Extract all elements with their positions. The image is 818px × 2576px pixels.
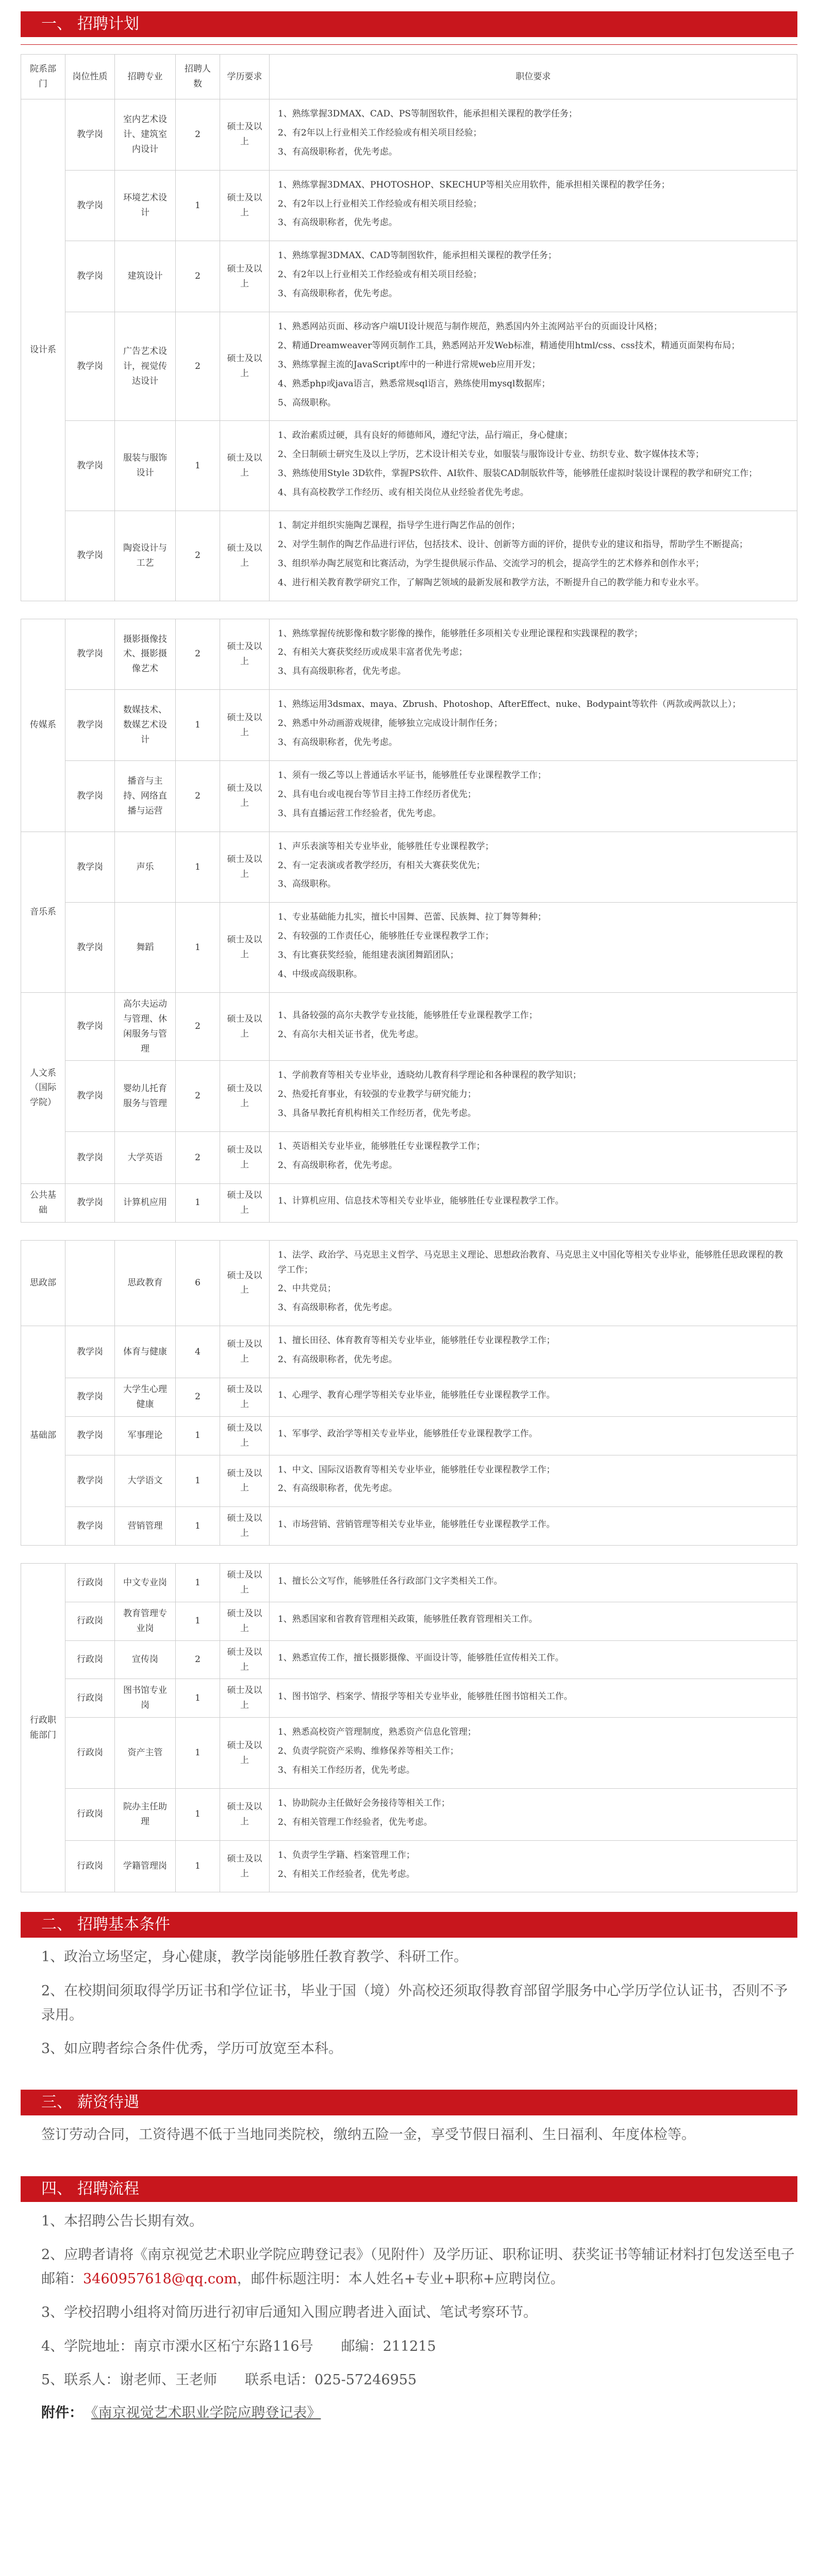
table-row [21,1788,797,1840]
table-row [21,421,797,511]
edu-cell: 硕士及以上 [220,1183,270,1222]
requirement-line: 1、心理学、教育心理学等相关专业毕业，能够胜任专业课程教学工作。 [278,1390,555,1401]
process-item: 1、本招聘公告长期有效。 [41,2213,204,2229]
count-cell: 2 [176,619,220,690]
count-cell: 2 [176,992,220,1061]
edu-cell: 硕士及以上 [220,1240,270,1326]
type-cell: 教学岗 [65,1061,115,1132]
type-cell: 行政岗 [65,1840,115,1892]
separator-cell [21,1222,797,1240]
count-cell: 2 [176,241,220,312]
count-cell: 6 [176,1240,220,1326]
basic-conditions [21,1945,797,2061]
major-cell: 舞蹈 [115,903,176,993]
major-cell: 军事理论 [115,1416,176,1455]
table-row [21,1602,797,1640]
requirement-line: 1、具备较强的高尔夫教学专业技能，能够胜任专业课程教学工作； [278,1010,538,1021]
type-cell: 教学岗 [65,690,115,761]
requirements-cell [270,1602,797,1640]
header-edu: 学历要求 [220,55,270,99]
requirements-cell [270,1416,797,1455]
requirement-line: 1、英语相关专业毕业，能够胜任专业课程教学工作； [278,1141,485,1152]
type-cell: 行政岗 [65,1788,115,1840]
requirements-cell [270,1378,797,1416]
requirements-cell [270,690,797,761]
requirement-line: 5、高级职称。 [278,397,336,408]
table-row [21,832,797,903]
table-separator [21,1546,797,1564]
requirements-cell [270,170,797,241]
requirements-cell [270,903,797,993]
section-header-process: 四、 招聘流程 [21,2176,797,2202]
count-cell: 1 [176,1840,220,1892]
separator-cell [21,601,797,619]
requirement-line: 1、熟悉网站页面、移动客户端UI设计规范与制作规范，熟悉国内外主流网站平台的页面设计风格； [278,321,662,332]
edu-cell: 硕士及以上 [220,421,270,511]
count-cell: 2 [176,312,220,421]
type-cell: 行政岗 [65,1602,115,1640]
process-item: 2、应聘者请将《南京视觉艺术职业学院应聘登记表》（见附件）及学历证、职称证明、获奖证书等辅证材料打包发送至电子邮箱：3460957618@qq.com，邮件标题注明：本人姓名+专业+职称+应聘岗位。 [41,2246,795,2287]
type-cell: 教学岗 [65,1132,115,1184]
requirement-line: 2、具有电台或电视台等节目主持工作经历者优先； [278,789,476,800]
requirements-cell [270,511,797,601]
requirements-cell [270,1326,797,1378]
requirement-line: 1、协助院办主任做好会务接待等相关工作； [278,1798,450,1808]
type-cell: 教学岗 [65,1326,115,1378]
major-cell: 图书馆专业岗 [115,1679,176,1718]
dept-cell: 基础部 [21,1326,65,1546]
requirements-cell [270,1183,797,1222]
count-cell: 2 [176,1378,220,1416]
major-cell: 高尔夫运动与管理、休闲服务与管理 [115,992,176,1061]
dept-cell: 音乐系 [21,832,65,992]
table-row [21,1240,797,1326]
requirement-line: 3、组织举办陶艺展览和比赛活动，为学生提供展示作品、交流学习的机会，提高学生的艺术修养和创作水平； [278,558,704,569]
requirement-line: 1、市场营销、营销管理等相关专业毕业，能够胜任专业课程教学工作。 [278,1519,555,1530]
requirements-cell [270,1132,797,1184]
table-row [21,903,797,993]
requirement-line: 1、熟悉高校资产管理制度，熟悉资产信息化管理； [278,1727,476,1738]
table-row [21,1378,797,1416]
requirement-line: 3、有高级职称者，优先考虑。 [278,217,397,228]
basic-item: 3、如应聘者综合条件优秀，学历可放宽至本科。 [41,2041,343,2057]
major-cell: 学籍管理岗 [115,1840,176,1892]
type-cell: 行政岗 [65,1679,115,1718]
edu-cell: 硕士及以上 [220,1679,270,1718]
major-cell: 摄影摄像技术、摄影摄像艺术 [115,619,176,690]
count-cell: 1 [176,1183,220,1222]
table-row [21,1564,797,1602]
requirement-line: 2、精通Dreamweaver等网页制作工具，熟悉网站开发Web标准，精通使用html/css、css技术，精通页面架构布局； [278,340,740,351]
count-cell: 1 [176,1507,220,1546]
requirement-line: 2、有高级职称者，优先考虑。 [278,1354,397,1365]
type-cell: 教学岗 [65,170,115,241]
count-cell: 1 [176,1679,220,1718]
type-cell: 教学岗 [65,1378,115,1416]
table-header-row [21,55,797,99]
table-separator [21,601,797,619]
type-cell: 行政岗 [65,1718,115,1789]
edu-cell: 硕士及以上 [220,1718,270,1789]
edu-cell: 硕士及以上 [220,170,270,241]
requirement-line: 3、有高级职称者，优先考虑。 [278,1302,397,1313]
table-row [21,1640,797,1679]
requirement-line: 1、熟练运用3dsmax、maya、Zbrush、Photoshop、AfterEffect、nuke、Bodypaint等软件（两款或两款以上）； [278,699,741,710]
requirement-line: 1、熟练掌握3DMAX、CAD、PS等制图软件，能承担相关课程的教学任务； [278,109,578,119]
edu-cell: 硕士及以上 [220,619,270,690]
dept-cell: 人文系（国际学院） [21,992,65,1183]
section-header-pay: 三、 薪资待遇 [21,2090,797,2115]
table-row [21,511,797,601]
table-row [21,1183,797,1222]
requirement-line: 1、图书馆学、档案学、情报学等相关专业毕业，能够胜任图书馆相关工作。 [278,1691,573,1702]
type-cell: 教学岗 [65,1507,115,1546]
requirement-line: 1、政治素质过硬，具有良好的师德师风，遵纪守法，品行端正，身心健康； [278,430,573,441]
edu-cell: 硕士及以上 [220,1416,270,1455]
table-row [21,312,797,421]
recruitment-table [21,54,797,1892]
edu-cell: 硕士及以上 [220,312,270,421]
count-cell: 1 [176,1718,220,1789]
table-row [21,1455,797,1507]
major-cell: 宣传岗 [115,1640,176,1679]
requirement-line: 1、熟练掌握3DMAX、CAD等制图软件，能承担相关课程的教学任务； [278,250,557,261]
count-cell: 1 [176,1455,220,1507]
count-cell: 1 [176,1602,220,1640]
requirement-line: 4、中级或高级职称。 [278,969,362,979]
email-link[interactable]: 3460957618@qq.com [83,2271,237,2287]
major-cell: 计算机应用 [115,1183,176,1222]
type-cell: 教学岗 [65,619,115,690]
edu-cell: 硕士及以上 [220,1788,270,1840]
requirement-line: 1、熟悉国家和省教育管理相关政策，能够胜任教育管理相关工作。 [278,1614,538,1625]
requirements-cell [270,99,797,171]
requirements-cell [270,832,797,903]
requirements-cell [270,1507,797,1546]
requirement-line: 2、有2年以上行业相关工作经验或有相关项目经验； [278,269,482,280]
table-row [21,992,797,1061]
header-type: 岗位性质 [65,55,115,99]
count-cell: 1 [176,1564,220,1602]
edu-cell: 硕士及以上 [220,1326,270,1378]
type-cell: 教学岗 [65,312,115,421]
table-body [21,99,797,1892]
requirement-line: 3、具有高级职称者，优先考虑。 [278,666,406,677]
divider [21,44,797,45]
process-item: 4、学院地址：南京市溧水区柘宁东路116号 邮编：211215 [41,2338,436,2354]
count-cell: 2 [176,511,220,601]
header-req: 职位要求 [270,55,797,99]
requirements-cell [270,1564,797,1602]
major-cell: 思政教育 [115,1240,176,1326]
process-item: 5、联系人：谢老师、王老师 联系电话：025-57246955 [41,2371,417,2388]
section-header-basic: 二、 招聘基本条件 [21,1912,797,1938]
requirement-line: 1、军事学、政治学等相关专业毕业，能够胜任专业课程教学工作。 [278,1429,538,1439]
count-cell: 2 [176,760,220,832]
table-row [21,1132,797,1184]
edu-cell: 硕士及以上 [220,1378,270,1416]
edu-cell: 硕士及以上 [220,1132,270,1184]
major-cell: 院办主任助理 [115,1788,176,1840]
edu-cell: 硕士及以上 [220,1564,270,1602]
type-cell: 行政岗 [65,1564,115,1602]
count-cell: 1 [176,832,220,903]
major-cell: 建筑设计 [115,241,176,312]
requirement-line: 4、具有高校教学工作经历、或有相关岗位从业经验者优先考虑。 [278,487,529,498]
requirement-line: 1、法学、政治学、马克思主义哲学、马克思主义理论、思想政治教育、马克思主义中国化等相关专业毕业，能够胜任思政课程的教学工作； [278,1249,783,1275]
table-row [21,241,797,312]
major-cell: 教育管理专业岗 [115,1602,176,1640]
table-row [21,690,797,761]
requirement-line: 1、熟练掌握3DMAX、PHOTOSHOP、SKECHUP等相关应用软件，能承担相关课程的教学任务； [278,179,670,190]
major-cell: 资产主管 [115,1718,176,1789]
table-row [21,619,797,690]
major-cell: 环境艺术设计 [115,170,176,241]
major-cell: 大学英语 [115,1132,176,1184]
requirement-line: 1、擅长田径、体育教育等相关专业毕业，能够胜任专业课程教学工作； [278,1335,555,1346]
major-cell: 服装与服饰设计 [115,421,176,511]
dept-cell: 行政职能部门 [21,1564,65,1892]
type-cell: 教学岗 [65,511,115,601]
count-cell: 1 [176,421,220,511]
requirements-cell [270,1840,797,1892]
requirements-cell [270,241,797,312]
requirement-line: 2、热爱托育事业，有较强的专业教学与研究能力； [278,1089,476,1100]
type-cell: 教学岗 [65,1416,115,1455]
type-cell: 教学岗 [65,760,115,832]
table-row [21,1061,797,1132]
type-cell: 行政岗 [65,1640,115,1679]
requirement-line: 1、计算机应用、信息技术等相关专业毕业，能够胜任专业课程教学工作。 [278,1196,564,1207]
requirements-cell [270,1679,797,1718]
edu-cell: 硕士及以上 [220,832,270,903]
table-row [21,1326,797,1378]
table-row [21,1718,797,1789]
major-cell: 广告艺术设计，视觉传达设计 [115,312,176,421]
edu-cell: 硕士及以上 [220,992,270,1061]
requirement-line: 2、有高级职称者，优先考虑。 [278,1160,397,1171]
major-cell: 播音与主持、网络直播与运营 [115,760,176,832]
edu-cell: 硕士及以上 [220,760,270,832]
requirement-line: 2、有2年以上行业相关工作经验或有相关项目经验； [278,198,482,209]
dept-cell: 公共基础 [21,1183,65,1222]
requirement-line: 2、对学生制作的陶艺作品进行评估，包括技术、设计、创新等方面的评价，提供专业的建议和指导，帮助学生不断提高； [278,539,748,550]
type-cell: 教学岗 [65,241,115,312]
edu-cell: 硕士及以上 [220,903,270,993]
requirement-line: 1、熟练掌握传统影像和数字影像的操作，能够胜任多项相关专业理论课程和实践课程的教学； [278,628,643,639]
requirement-line: 3、有高级职称者，优先考虑。 [278,737,397,748]
edu-cell: 硕士及以上 [220,241,270,312]
major-cell: 室内艺术设计、建筑室内设计 [115,99,176,171]
requirement-line: 1、中文、国际汉语教育等相关专业毕业，能够胜任专业课程教学工作； [278,1464,555,1475]
count-cell: 4 [176,1326,220,1378]
type-cell: 教学岗 [65,832,115,903]
requirement-line: 2、有较强的工作责任心，能够胜任专业课程教学工作； [278,931,494,942]
attachment-link[interactable]: 《南京视觉艺术职业学院应聘登记表》 [91,2405,321,2421]
dept-cell: 传媒系 [21,619,65,832]
edu-cell: 硕士及以上 [220,1455,270,1507]
requirement-line: 3、熟练掌握主流的JavaScript库中的一种进行常规web应用开发； [278,359,541,370]
major-cell: 大学语文 [115,1455,176,1507]
process-list [21,2209,797,2393]
major-cell: 体育与健康 [115,1326,176,1378]
requirements-cell [270,760,797,832]
requirements-cell [270,421,797,511]
requirements-cell [270,1061,797,1132]
count-cell: 1 [176,1416,220,1455]
requirement-line: 3、有高级职称者，优先考虑。 [278,146,397,157]
table-separator [21,1222,797,1240]
requirement-line: 2、有一定表演或者教学经历，有相关大赛获奖优先； [278,860,485,871]
header-count: 招聘人数 [176,55,220,99]
major-cell: 婴幼儿托育服务与管理 [115,1061,176,1132]
requirement-line: 1、擅长公文写作，能够胜任各行政部门文字类相关工作。 [278,1575,503,1586]
edu-cell: 硕士及以上 [220,511,270,601]
dept-cell: 设计系 [21,99,65,601]
count-cell: 2 [176,1132,220,1184]
table-row [21,1416,797,1455]
edu-cell: 硕士及以上 [220,1640,270,1679]
count-cell: 1 [176,690,220,761]
requirement-line: 2、有相关工作经验者，优先考虑。 [278,1869,415,1879]
requirement-line: 3、有相关工作经历者，优先考虑。 [278,1765,415,1776]
major-cell: 数媒技术、数媒艺术设计 [115,690,176,761]
requirement-line: 2、有相关大赛获奖经历或成果丰富者优先考虑； [278,647,468,658]
count-cell: 1 [176,1788,220,1840]
pay-text: 签订劳动合同，工资待遇不低于当地同类院校，缴纳五险一金，享受节假日福利、生日福利、年度体检等。 [41,2127,695,2143]
requirement-line: 2、中共党员； [278,1283,336,1294]
requirements-cell [270,1718,797,1789]
edu-cell: 硕士及以上 [220,1507,270,1546]
requirement-line: 4、熟悉php或java语言，熟悉常规sql语言，熟练使用mysql数据库； [278,378,550,389]
type-cell [65,1240,115,1326]
count-cell: 2 [176,1640,220,1679]
type-cell: 教学岗 [65,99,115,171]
requirements-cell [270,1455,797,1507]
requirement-line: 1、声乐表演等相关专业毕业，能够胜任专业课程教学； [278,841,494,852]
edu-cell: 硕士及以上 [220,1061,270,1132]
requirement-line: 1、制定并组织实施陶艺课程，指导学生进行陶艺作品的创作； [278,520,520,531]
requirement-line: 2、负责学院资产采购、维修保养等相关工作； [278,1746,459,1757]
requirements-cell [270,1240,797,1326]
table-row [21,99,797,171]
requirements-cell [270,312,797,421]
count-cell: 2 [176,1061,220,1132]
requirement-line: 3、有比赛获奖经验，能组建表演团舞蹈团队； [278,950,459,961]
dept-cell: 思政部 [21,1240,65,1326]
table-row [21,1840,797,1892]
requirement-line: 1、须有一级乙等以上普通话水平证书，能够胜任专业课程教学工作； [278,770,546,781]
requirement-line: 2、有高尔夫相关证书者，优先考虑。 [278,1029,424,1040]
count-cell: 2 [176,99,220,171]
requirement-line: 3、具备早教托育机构相关工作经历者，优先考虑。 [278,1108,476,1119]
requirements-cell [270,1640,797,1679]
requirements-cell [270,1788,797,1840]
type-cell: 教学岗 [65,421,115,511]
requirement-line: 2、熟悉中外动画游戏规律，能够独立完成设计制作任务； [278,718,503,729]
requirement-line: 3、高级职称。 [278,879,336,890]
major-cell: 大学生心理健康 [115,1378,176,1416]
basic-item: 2、在校期间须取得学历证书和学位证书，毕业于国（境）外高校还须取得教育部留学服务中心学历学位认证书，否则不予录用。 [41,1982,788,2023]
edu-cell: 硕士及以上 [220,690,270,761]
requirement-line: 3、熟练使用Style 3D软件，掌握PS软件、AI软件、服装CAD制版软件等，能够胜任虚拟时装设计课程的教学和研究工作； [278,468,758,479]
requirement-line: 3、有高级职称者，优先考虑。 [278,289,397,299]
type-cell: 教学岗 [65,1455,115,1507]
requirement-line: 1、学前教育等相关专业毕业，透晓幼儿教育科学理论和各种课程的教学知识； [278,1070,581,1081]
table-row [21,1679,797,1718]
count-cell: 1 [176,170,220,241]
major-cell: 声乐 [115,832,176,903]
edu-cell: 硕士及以上 [220,1602,270,1640]
type-cell: 教学岗 [65,992,115,1061]
type-cell: 教学岗 [65,903,115,993]
table-row [21,1507,797,1546]
section-header-plan: 一、 招聘计划 [21,11,797,37]
edu-cell: 硕士及以上 [220,99,270,171]
requirements-cell [270,992,797,1061]
count-cell: 1 [176,903,220,993]
major-cell: 营销管理 [115,1507,176,1546]
header-dept: 院系部门 [21,55,65,99]
major-cell: 陶瓷设计与工艺 [115,511,176,601]
requirement-line: 1、负责学生学籍、档案管理工作； [278,1850,415,1860]
type-cell: 教学岗 [65,1183,115,1222]
requirement-line: 2、全日制硕士研究生及以上学历，艺术设计相关专业，如服装与服饰设计专业、纺织专业、数字媒体技术等； [278,449,704,460]
table-row [21,760,797,832]
requirement-line: 2、有2年以上行业相关工作经验或有相关项目经验； [278,127,482,138]
requirement-line: 1、熟悉宣传工作，擅长摄影摄像、平面设计等，能够胜任宣传相关工作。 [278,1653,564,1664]
separator-cell [21,1546,797,1564]
attachment-label: 附件： [41,2405,83,2421]
attachment [21,2401,797,2421]
basic-item: 1、政治立场坚定，身心健康，教学岗能够胜任教育教学、科研工作。 [41,1949,468,1965]
major-cell: 中文专业岗 [115,1564,176,1602]
process-item: 3、学校招聘小组将对简历进行初审后通知入围应聘者进入面试、笔试考察环节。 [41,2304,538,2321]
requirement-line: 4、进行相关教育教学研究工作，了解陶艺领域的最新发展和教学方法，不断提升自己的教学能力和专业水平。 [278,577,704,588]
table-row [21,170,797,241]
requirement-line: 1、专业基础能力扎实，擅长中国舞、芭蕾、民族舞、拉丁舞等舞种； [278,912,546,923]
requirement-line: 2、有高级职称者，优先考虑。 [278,1483,397,1494]
header-major: 招聘专业 [115,55,176,99]
requirement-line: 2、有相关管理工作经验者，优先考虑。 [278,1817,432,1827]
edu-cell: 硕士及以上 [220,1840,270,1892]
requirements-cell [270,619,797,690]
requirement-line: 3、具有直播运营工作经验者，优先考虑。 [278,808,441,819]
